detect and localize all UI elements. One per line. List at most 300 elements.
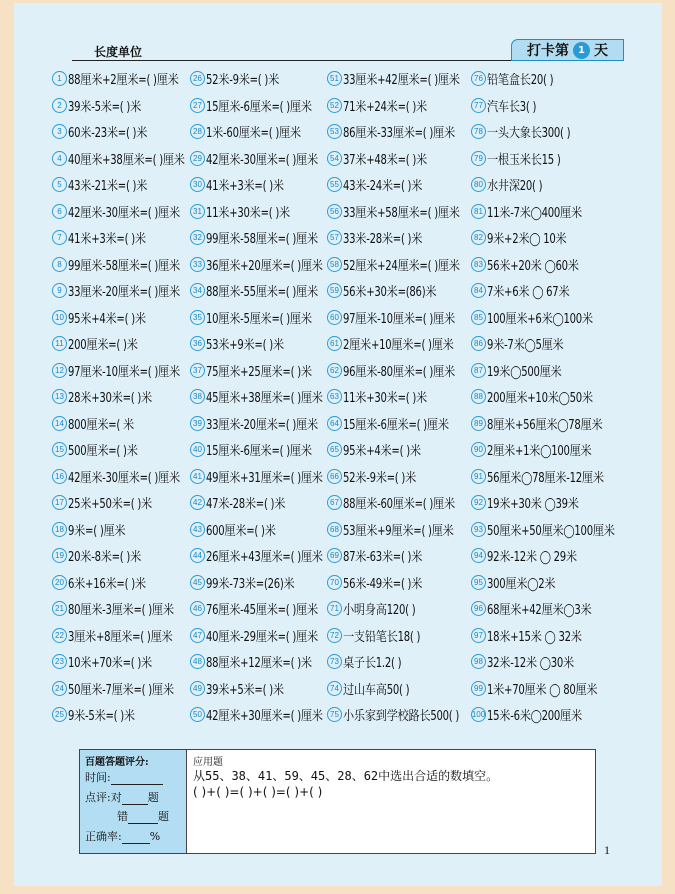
percent-sign: %	[149, 830, 161, 843]
question-number-badge: 36	[190, 336, 205, 351]
question-item	[327, 490, 473, 514]
question-text[interactable]: 56米-49米=( )米	[343, 576, 423, 592]
question-item	[327, 543, 435, 567]
question-item	[471, 252, 594, 276]
application-equation[interactable]: ( )+( )=( )+( )=( )+( )	[193, 785, 323, 799]
question-text[interactable]: 80厘米-3厘米=( )厘米	[68, 602, 174, 618]
question-item	[52, 93, 153, 117]
question-number-badge: 20	[52, 575, 67, 590]
question-item	[190, 358, 329, 382]
question-number-badge: 79	[471, 151, 486, 166]
question-item	[190, 252, 342, 276]
question-item	[52, 649, 166, 673]
question-number-badge: 35	[190, 310, 205, 325]
question-item	[52, 490, 166, 514]
question-number-badge: 43	[190, 522, 205, 537]
question-number-badge: 8	[52, 257, 67, 272]
question-number-badge: 12	[52, 363, 67, 378]
question-number-badge: 50	[190, 707, 205, 722]
question-text[interactable]: 桌子长1.2( )	[343, 655, 402, 671]
question-text[interactable]: 200厘米=( )米	[68, 337, 138, 353]
question-item	[52, 331, 149, 355]
question-item	[190, 543, 342, 567]
question-number-badge: 4	[52, 151, 67, 166]
question-number-badge: 5	[52, 177, 67, 192]
correct-row	[85, 789, 159, 805]
question-text[interactable]: 9米-7米◯5厘米	[487, 337, 564, 353]
question-text[interactable]: 800厘米=( 米	[68, 417, 134, 433]
question-text[interactable]: 一支铅笔长18( )	[343, 629, 421, 645]
question-text[interactable]: 76厘米-45厘米=( )厘米	[206, 602, 318, 618]
question-item	[190, 570, 309, 594]
question-item	[327, 93, 441, 117]
correct-blank[interactable]	[122, 804, 148, 805]
question-text[interactable]: 600厘米=( )米	[206, 523, 276, 539]
question-text[interactable]: 87米-63米=( )米	[343, 549, 423, 565]
question-number-badge: 52	[327, 98, 342, 113]
question-text[interactable]: 75厘米+25厘米=( )米	[206, 364, 312, 380]
question-number-badge: 85	[471, 310, 486, 325]
question-item	[190, 490, 298, 514]
correct-label: 点评:对	[85, 791, 122, 804]
question-number-badge: 78	[471, 124, 486, 139]
question-text[interactable]: 41米+3米=( )米	[68, 231, 146, 247]
question-text[interactable]: 33厘米-20厘米=( )厘米	[68, 284, 180, 300]
question-item	[327, 119, 473, 143]
question-text[interactable]: 一根玉米长15 )	[487, 152, 561, 168]
question-text[interactable]: 99厘米-58厘米=( )厘米	[206, 231, 318, 247]
question-number-badge: 71	[327, 601, 342, 616]
question-number-badge: 44	[190, 548, 205, 563]
question-number-badge: 91	[471, 469, 486, 484]
question-item	[52, 543, 153, 567]
question-item	[471, 596, 609, 620]
question-number-badge: 57	[327, 230, 342, 245]
question-item	[471, 384, 610, 408]
question-item	[52, 596, 191, 620]
question-text[interactable]: 33厘米+58厘米=( )厘米	[343, 205, 460, 221]
question-text[interactable]: 15米-6米◯200厘米	[487, 708, 582, 724]
question-item	[327, 358, 473, 382]
question-item	[471, 146, 572, 170]
question-item	[471, 490, 594, 514]
question-number-badge: 89	[471, 416, 486, 431]
question-item	[327, 596, 427, 620]
question-item	[327, 66, 479, 90]
question-text[interactable]: 1米+70厘米 ◯ 80厘米	[487, 682, 598, 698]
question-number-badge: 98	[471, 654, 486, 669]
question-number-badge: 31	[190, 204, 205, 219]
question-number-badge: 90	[471, 442, 486, 457]
question-number-badge: 22	[52, 628, 67, 643]
question-number-badge: 69	[327, 548, 342, 563]
application-prompt: 从55、38、41、59、45、28、62中选出合适的数填空。	[193, 769, 499, 783]
question-item	[190, 649, 329, 673]
question-number-badge: 19	[52, 548, 67, 563]
question-item	[52, 358, 198, 382]
score-panel	[80, 750, 187, 853]
question-item	[471, 172, 551, 196]
question-item	[190, 278, 336, 302]
question-item	[471, 331, 576, 355]
question-text[interactable]: 45厘米+38厘米=( )厘米	[206, 390, 323, 406]
question-number-badge: 37	[190, 363, 205, 378]
question-text[interactable]: 43米-24米=( )米	[343, 178, 423, 194]
question-item	[471, 93, 544, 117]
question-item	[471, 411, 621, 435]
question-text[interactable]: 18米+15米 ◯ 32米	[487, 629, 582, 645]
question-item	[471, 119, 584, 143]
question-text[interactable]: 8厘米+56厘米◯78厘米	[487, 417, 603, 433]
question-text[interactable]: 9米=( )厘米	[68, 523, 126, 539]
question-number-badge: 96	[471, 601, 486, 616]
question-number-badge: 28	[190, 124, 205, 139]
question-item	[327, 199, 479, 223]
question-text[interactable]: 15厘米-6厘米=( )厘米	[206, 443, 312, 459]
question-text[interactable]: 52米-9米=( )米	[206, 72, 280, 88]
badge-suffix: 天	[594, 43, 608, 59]
question-item	[327, 517, 472, 541]
checkin-badge	[511, 39, 624, 61]
question-item	[190, 596, 336, 620]
question-text[interactable]: 56厘米◯78厘米-12厘米	[487, 470, 604, 486]
question-text[interactable]: 15厘米-6厘米=( )厘米	[206, 99, 312, 115]
question-item	[471, 649, 588, 673]
question-item	[471, 676, 615, 700]
question-text[interactable]: 92米-12米 ◯ 29米	[487, 549, 577, 565]
question-text[interactable]: 20米-8米=( )米	[68, 549, 142, 565]
question-text[interactable]: 42厘米-30厘米=( )厘米	[68, 470, 180, 486]
question-text[interactable]: 47米-28米=( )米	[206, 496, 286, 512]
question-number-badge: 39	[190, 416, 205, 431]
question-item	[471, 66, 564, 90]
wrong-unit: 题	[158, 810, 169, 823]
question-item	[327, 570, 435, 594]
question-text[interactable]: 42厘米-30厘米=( )厘米	[68, 205, 180, 221]
question-text[interactable]: 99厘米-58厘米=( )厘米	[68, 258, 180, 274]
question-item	[52, 172, 160, 196]
question-item	[190, 676, 296, 700]
question-text[interactable]: 95米+4米=( )米	[343, 443, 421, 459]
question-text[interactable]: 汽车长3( )	[487, 99, 537, 115]
question-item	[52, 146, 204, 170]
bottom-panel	[79, 749, 596, 854]
question-item	[327, 331, 472, 355]
question-item	[327, 146, 441, 170]
question-text[interactable]: 7米+6米 ◯ 67米	[487, 284, 570, 300]
question-text[interactable]: 39米+5米=( )米	[206, 682, 284, 698]
question-text[interactable]: 52米-9米=( )米	[343, 470, 417, 486]
question-number-badge: 64	[327, 416, 342, 431]
question-item	[190, 119, 316, 143]
question-item	[327, 649, 411, 673]
question-item	[327, 252, 479, 276]
question-text[interactable]: 40厘米-29厘米=( )厘米	[206, 629, 318, 645]
question-item	[471, 543, 591, 567]
question-text[interactable]: 37米+48米=( )米	[343, 152, 427, 168]
question-item	[327, 464, 428, 488]
question-number-badge: 18	[52, 522, 67, 537]
question-text[interactable]: 水井深20( )	[487, 178, 543, 194]
page-number: 1	[604, 843, 610, 857]
application-heading: 应用题	[193, 757, 223, 768]
question-text[interactable]: 68厘米+42厘米◯3米	[487, 602, 592, 618]
question-number-badge: 1	[52, 71, 67, 86]
question-number-badge: 32	[190, 230, 205, 245]
question-item	[190, 172, 296, 196]
question-text[interactable]: 50厘米-7厘米=( )厘米	[68, 682, 174, 698]
question-item	[190, 305, 329, 329]
question-text[interactable]: 小明身高120( )	[343, 602, 416, 618]
question-text[interactable]: 53厘米+9厘米=( )厘米	[343, 523, 454, 539]
time-label: 时间:	[85, 771, 111, 784]
question-number-badge: 65	[327, 442, 342, 457]
question-number-badge: 13	[52, 389, 67, 404]
question-item	[52, 464, 198, 488]
question-number-badge: 26	[190, 71, 205, 86]
question-item	[190, 331, 296, 355]
question-number-badge: 94	[471, 548, 486, 563]
question-text[interactable]: 10厘米-5厘米=( )厘米	[206, 311, 312, 327]
question-text[interactable]: 41米+3米=( )米	[206, 178, 284, 194]
question-number-badge: 62	[327, 363, 342, 378]
question-number-badge: 41	[190, 469, 205, 484]
question-text[interactable]: 2厘米+10厘米=( )厘米	[343, 337, 454, 353]
question-text[interactable]: 95米+4米=( )米	[68, 311, 146, 327]
question-text[interactable]: 11米-7米◯400厘米	[487, 205, 582, 221]
question-number-badge: 7	[52, 230, 67, 245]
accuracy-label: 正确率:	[85, 830, 122, 843]
question-number-badge: 47	[190, 628, 205, 643]
badge-day-number: 1	[573, 42, 590, 59]
question-text[interactable]: 97厘米-10厘米=( )厘米	[68, 364, 180, 380]
question-number-badge: 27	[190, 98, 205, 113]
question-number-badge: 40	[190, 442, 205, 457]
question-item	[52, 305, 158, 329]
question-item	[471, 570, 566, 594]
question-item	[52, 199, 198, 223]
question-number-badge: 81	[471, 204, 486, 219]
question-item	[190, 517, 287, 541]
question-item	[327, 172, 435, 196]
question-number-badge: 70	[327, 575, 342, 590]
question-number-badge: 92	[471, 495, 486, 510]
question-number-badge: 49	[190, 681, 205, 696]
question-item	[471, 225, 579, 249]
question-item	[327, 225, 435, 249]
question-number-badge: 58	[327, 257, 342, 272]
question-number-badge: 45	[190, 575, 205, 590]
question-number-badge: 61	[327, 336, 342, 351]
question-text[interactable]: 33厘米-20厘米=( )厘米	[206, 417, 318, 433]
question-text[interactable]: 1米-60厘米=( )厘米	[206, 125, 301, 141]
question-text[interactable]: 53米+9米=( )米	[206, 337, 284, 353]
time-row	[85, 769, 163, 785]
question-item	[327, 278, 451, 302]
question-number-badge: 68	[327, 522, 342, 537]
question-text[interactable]: 88厘米-55厘米=( )厘米	[206, 284, 318, 300]
wrong-blank[interactable]	[128, 823, 158, 824]
question-text[interactable]: 88厘米+12厘米=( )米	[206, 655, 312, 671]
question-number-badge: 72	[327, 628, 342, 643]
question-item	[327, 676, 420, 700]
question-number-badge: 86	[471, 336, 486, 351]
question-item	[52, 252, 198, 276]
question-text[interactable]: 过山车高50( )	[343, 682, 410, 698]
question-number-badge: 67	[327, 495, 342, 510]
question-number-badge: 17	[52, 495, 67, 510]
question-item	[471, 437, 609, 461]
question-number-badge: 33	[190, 257, 205, 272]
question-text[interactable]: 3厘米+8厘米=( )厘米	[68, 629, 173, 645]
question-number-badge: 46	[190, 601, 205, 616]
question-text[interactable]: 300厘米◯2米	[487, 576, 556, 592]
question-item	[471, 702, 597, 726]
question-item	[190, 411, 336, 435]
question-text[interactable]: 43米-21米=( )米	[68, 178, 148, 194]
question-number-badge: 3	[52, 124, 67, 139]
question-item	[190, 146, 336, 170]
question-item	[471, 358, 574, 382]
question-text[interactable]: 19米◯500厘米	[487, 364, 562, 380]
question-item	[190, 623, 336, 647]
question-number-badge: 60	[327, 310, 342, 325]
page-title: 长度单位	[94, 45, 143, 59]
question-text[interactable]: 88厘米+2厘米=( )厘米	[68, 72, 179, 88]
question-number-badge: 76	[471, 71, 486, 86]
question-number-badge: 54	[327, 151, 342, 166]
question-text[interactable]: 6米+16米=( )米	[68, 576, 146, 592]
question-number-badge: 73	[327, 654, 342, 669]
question-number-badge: 9	[52, 283, 67, 298]
question-number-badge: 53	[327, 124, 342, 139]
question-text[interactable]: 33米-28米=( )米	[343, 231, 423, 247]
question-number-badge: 74	[327, 681, 342, 696]
question-text[interactable]: 32米-12米 ◯30米	[487, 655, 574, 671]
question-text[interactable]: 88厘米-60厘米=( )厘米	[343, 496, 455, 512]
question-number-badge: 55	[327, 177, 342, 192]
question-text[interactable]: 11米+30米=( )米	[206, 205, 290, 221]
time-blank[interactable]	[111, 784, 163, 785]
question-text[interactable]: 28米+30米=( )米	[68, 390, 152, 406]
question-number-badge: 48	[190, 654, 205, 669]
question-number-badge: 84	[471, 283, 486, 298]
question-text[interactable]: 200厘米+10米◯50米	[487, 390, 593, 406]
question-text[interactable]: 33厘米+42厘米=( )厘米	[343, 72, 460, 88]
question-text[interactable]: 100厘米+6米◯100米	[487, 311, 593, 327]
score-title: 百题答题评分:	[85, 757, 149, 768]
question-text[interactable]: 9米-5米=( )米	[68, 708, 135, 724]
question-text[interactable]: 86厘米-33厘米=( )厘米	[343, 125, 455, 141]
question-item	[190, 199, 304, 223]
question-number-badge: 88	[471, 389, 486, 404]
question-item	[190, 66, 291, 90]
question-number-badge: 51	[327, 71, 342, 86]
question-number-badge: 34	[190, 283, 205, 298]
question-item	[471, 305, 610, 329]
question-text[interactable]: 25米+50米=( )米	[68, 496, 152, 512]
question-number-badge: 82	[471, 230, 486, 245]
question-item	[471, 278, 583, 302]
question-number-badge: 21	[52, 601, 67, 616]
question-text[interactable]: 50厘米+50厘米◯100厘米	[487, 523, 615, 539]
question-item	[52, 225, 158, 249]
wrong-row	[117, 808, 169, 824]
question-item	[52, 384, 166, 408]
question-item	[52, 517, 135, 541]
question-number-badge: 10	[52, 310, 67, 325]
question-number-badge: 38	[190, 389, 205, 404]
question-text[interactable]: 56米+20米 ◯60米	[487, 258, 579, 274]
question-text[interactable]: 一头大象长300( )	[487, 125, 571, 141]
question-text[interactable]: 97厘米-10厘米=( )厘米	[343, 311, 455, 327]
question-item	[52, 278, 198, 302]
question-text[interactable]: 9米+2米◯ 10米	[487, 231, 567, 247]
question-text[interactable]: 42厘米+30厘米=( )厘米	[206, 708, 323, 724]
question-item	[471, 199, 597, 223]
question-text[interactable]: 49厘米+31厘米=( )厘米	[206, 470, 323, 486]
question-text[interactable]: 10米+70米=( )米	[68, 655, 152, 671]
question-text[interactable]: 40厘米+38厘米=( )厘米	[68, 152, 185, 168]
question-text[interactable]: 11米+30米=( )米	[343, 390, 427, 406]
question-text[interactable]: 15厘米-6厘米=( )厘米	[343, 417, 449, 433]
question-item	[471, 517, 635, 541]
question-item	[327, 437, 433, 461]
question-number-badge: 87	[471, 363, 486, 378]
question-number-badge: 80	[471, 177, 486, 192]
question-text[interactable]: 56米+30米=(86)米	[343, 284, 437, 300]
question-number-badge: 99	[471, 681, 486, 696]
question-number-badge: 59	[327, 283, 342, 298]
question-text[interactable]: 42厘米-30厘米=( )厘米	[206, 152, 318, 168]
question-number-badge: 23	[52, 654, 67, 669]
question-item	[52, 676, 191, 700]
question-text[interactable]: 36厘米+20厘米=( )厘米	[206, 258, 323, 274]
question-text[interactable]: 26厘米+43厘米=( )厘米	[206, 549, 323, 565]
question-number-badge: 14	[52, 416, 67, 431]
badge-prefix: 打卡第	[527, 43, 569, 59]
question-number-badge: 11	[52, 336, 67, 351]
question-text[interactable]: 52厘米+24厘米=( )厘米	[343, 258, 460, 274]
question-item	[52, 570, 158, 594]
accuracy-row	[85, 828, 160, 844]
question-number-badge: 77	[471, 98, 486, 113]
question-number-badge: 42	[190, 495, 205, 510]
question-text[interactable]: 19米+30米 ◯39米	[487, 496, 579, 512]
question-text[interactable]: 小乐家到学校路长500( )	[343, 708, 460, 724]
question-text[interactable]: 500厘米=( )米	[68, 443, 138, 459]
question-number-badge: 16	[52, 469, 67, 484]
question-text[interactable]: 71米+24米=( )米	[343, 99, 427, 115]
question-text[interactable]: 60米-23米=( )米	[68, 125, 148, 141]
question-number-badge: 100	[471, 707, 486, 722]
question-number-badge: 29	[190, 151, 205, 166]
question-text[interactable]: 96厘米-80厘米=( )厘米	[343, 364, 455, 380]
question-number-badge: 97	[471, 628, 486, 643]
question-item	[52, 119, 160, 143]
question-item	[327, 623, 433, 647]
question-text[interactable]: 2厘米+1米◯100厘米	[487, 443, 592, 459]
question-number-badge: 83	[471, 257, 486, 272]
question-number-badge: 66	[327, 469, 342, 484]
question-number-badge: 6	[52, 204, 67, 219]
question-text[interactable]: 99米-73米=(26)米	[206, 576, 295, 592]
wrong-label: 错	[117, 810, 128, 823]
question-text[interactable]: 铅笔盒长20( )	[487, 72, 554, 88]
accuracy-blank[interactable]	[122, 843, 150, 844]
question-item	[327, 305, 473, 329]
question-text[interactable]: 39米-5米=( )米	[68, 99, 142, 115]
